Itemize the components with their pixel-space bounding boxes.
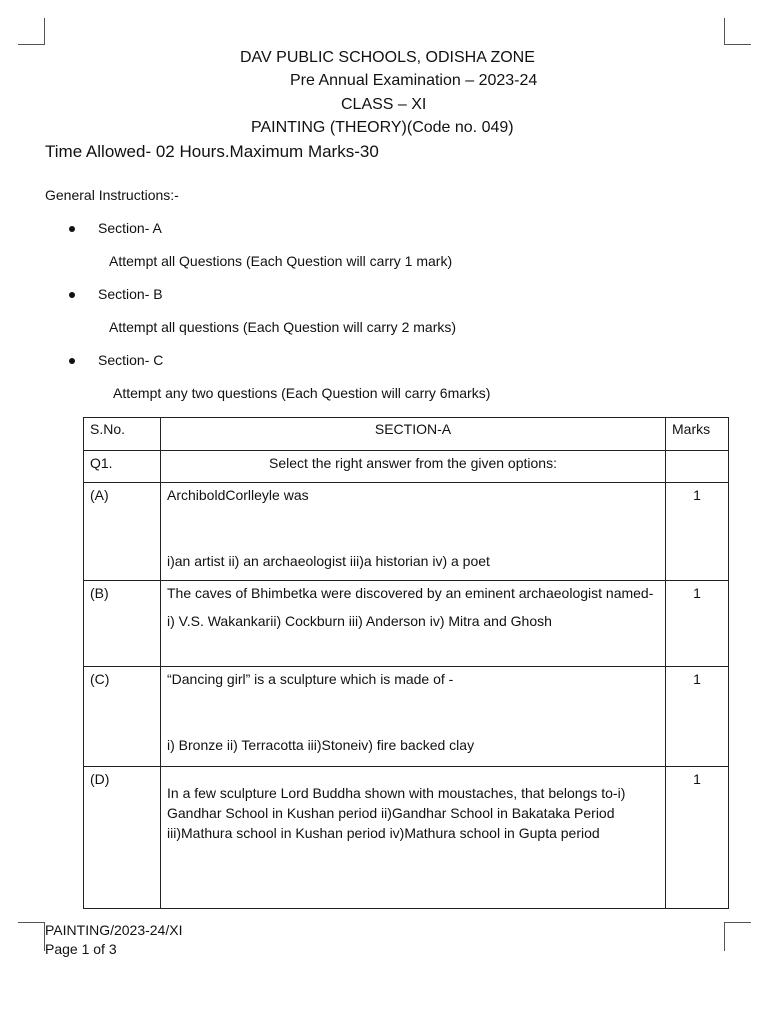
- bullet-icon: [69, 226, 75, 232]
- row-number: (B): [84, 581, 161, 667]
- instructions-title: General Instructions:-: [45, 187, 179, 203]
- section-c-label: Section- C: [98, 352, 164, 368]
- section-b-label: Section- B: [98, 286, 163, 302]
- question-stem: In a few sculpture Lord Buddha shown with moustaches, that belongs to-i) Gandhar School in Kushan period ii)Gandhar School in Bakataka Period iii)Mathura school in Kushan period iv)Mathura school in Gupta period: [167, 785, 626, 841]
- row-number: (A): [84, 483, 161, 581]
- row-number: (D): [84, 767, 161, 909]
- question-stem: The caves of Bhimbetka were discovered by an eminent archaeologist named-: [167, 585, 654, 601]
- q1-number: Q1.: [84, 451, 161, 483]
- table-row: [84, 483, 729, 581]
- row-marks: 1: [666, 483, 729, 581]
- bullet-icon: [69, 358, 75, 364]
- question-options: i) V.S. Wakankarii) Cockburn iii) Anderson iv) Mitra and Ghosh: [167, 613, 552, 629]
- q1-text: Select the right answer from the given options:: [161, 451, 666, 483]
- table-row: [84, 667, 729, 767]
- row-question: [161, 483, 666, 581]
- bullet-icon: [69, 292, 75, 298]
- row-question: [161, 767, 666, 909]
- section-a-instruction: Attempt all Questions (Each Question will carry 1 mark): [109, 253, 453, 269]
- question-options: i) Bronze ii) Terracotta iii)Stoneiv) fire backed clay: [167, 737, 475, 753]
- row-number: (C): [84, 667, 161, 767]
- q1-marks: [666, 451, 729, 483]
- header-sno: S.No.: [84, 418, 161, 451]
- q1-row: [84, 451, 729, 483]
- page-number: Page 1 of 3: [45, 941, 117, 957]
- footer-code: PAINTING/2023-24/XI: [45, 922, 183, 938]
- class-label: CLASS – XI: [341, 96, 427, 113]
- header-marks: Marks: [666, 418, 729, 451]
- question-options: i)an artist ii) an archaeologist iii)a historian iv) a poet: [167, 553, 490, 569]
- table-header-row: [84, 418, 729, 451]
- row-marks: 1: [666, 667, 729, 767]
- subject-title: PAINTING (THEORY)(Code no. 049): [251, 119, 514, 136]
- exam-title: Pre Annual Examination – 2023-24: [290, 72, 538, 89]
- school-name: DAV PUBLIC SCHOOLS, ODISHA ZONE: [240, 49, 535, 66]
- table-row: [84, 767, 729, 909]
- row-question: [161, 667, 666, 767]
- section-c-instruction: Attempt any two questions (Each Question will carry 6marks): [113, 385, 491, 401]
- row-question: [161, 581, 666, 667]
- section-b-instruction: Attempt all questions (Each Question will carry 2 marks): [109, 319, 457, 335]
- row-marks: 1: [666, 767, 729, 909]
- crop-mark-top-right: [724, 18, 751, 45]
- crop-mark-bottom-left: [18, 922, 45, 951]
- table-row: [84, 581, 729, 667]
- crop-mark-top-left: [18, 18, 45, 45]
- crop-mark-bottom-right: [724, 922, 751, 951]
- row-marks: 1: [666, 581, 729, 667]
- header-section: SECTION-A: [161, 418, 666, 451]
- question-stem: “Dancing girl” is a sculpture which is made of -: [167, 671, 454, 687]
- section-a-label: Section- A: [98, 220, 162, 236]
- question-stem: ArchiboldCorlleyle was: [167, 487, 309, 503]
- time-and-marks: Time Allowed- 02 Hours.Maximum Marks-30: [45, 142, 379, 161]
- question-table: [83, 417, 729, 909]
